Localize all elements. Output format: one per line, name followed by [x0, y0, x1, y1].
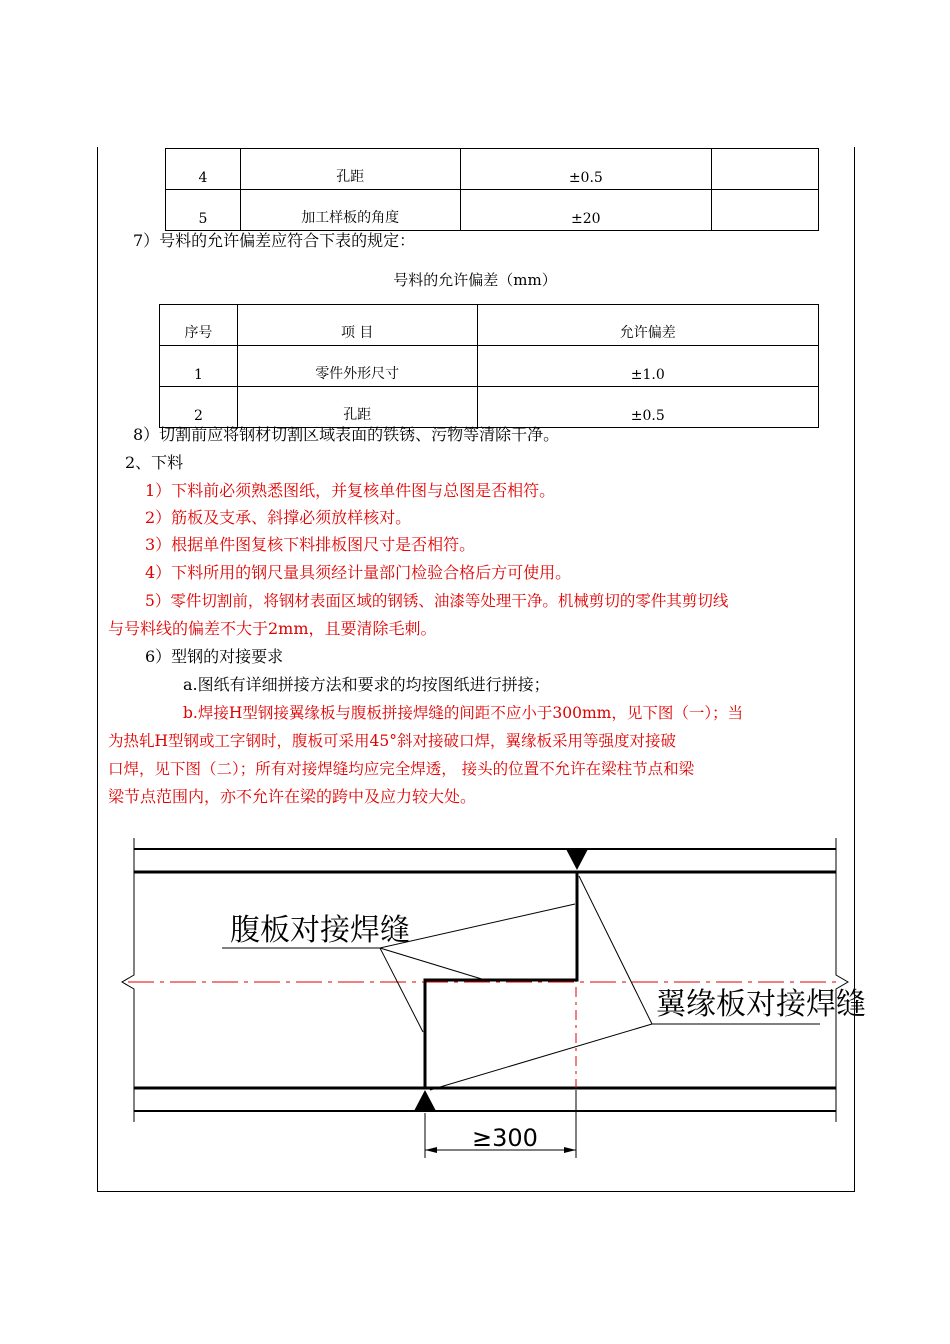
web-weld-label: 腹板对接焊缝 [230, 913, 410, 948]
dimension-arrow-left-icon [425, 1147, 437, 1153]
dimension-arrow-right-icon [564, 1147, 576, 1153]
row-item: 孔距 [237, 387, 477, 428]
row-tolerance: ±1.0 [477, 346, 819, 387]
red-item-5-line1: 5）零件切割前，将钢材表面区域的钢锈、油漆等处理干净。机械剪切的零件其剪切线 [145, 592, 729, 610]
red-item-6b-line4: 梁节点范围内，亦不允许在梁的跨中及应力较大处。 [108, 787, 477, 806]
right-break-line [836, 838, 848, 1122]
bottom-weld-symbol-icon [414, 1090, 436, 1111]
item-6: 6）型钢的对接要求 [145, 647, 284, 666]
flange-leader-1 [579, 876, 652, 1024]
item-7: 7）号料的允许偏差应符合下表的规定： [133, 231, 416, 250]
web-butt-weld-line [425, 872, 577, 1088]
red-item-2: 2）筋板及支承、斜撑必须放样核对。 [145, 508, 412, 527]
row-item: 孔距 [240, 149, 460, 190]
web-leader-3 [380, 948, 423, 1032]
flange-weld-label: 翼缘板对接焊缝 [656, 987, 866, 1022]
row-number: 2 [160, 387, 238, 428]
red-item-5-line2: 与号料线的偏差不大于2mm，且要清除毛刺。 [108, 619, 437, 638]
row-number: 5 [166, 190, 241, 231]
row-number: 1 [160, 346, 238, 387]
red-item-1: 1）下料前必须熟悉图纸，并复核单件图与总图是否相符。 [145, 481, 556, 500]
top-weld-symbol-icon [566, 849, 588, 870]
red-item-6b-line2: 为热轧H型钢或工字钢时，腹板可采用45°斜对接破口焊，翼缘板采用等强度对接破 [108, 732, 676, 750]
row-tolerance: ±0.5 [460, 149, 712, 190]
dimension-label: ≥300 [472, 1124, 538, 1152]
table-caption: 号料的允许偏差（mm） [393, 271, 557, 289]
flange-leader-2 [430, 1024, 652, 1090]
red-item-6b-line1: b.焊接H型钢接翼缘板与腹板拼接焊缝的间距不应小于300mm，见下图（一）；当 [183, 704, 744, 722]
web-leader-2 [380, 948, 485, 980]
red-item-3: 3）根据单件图复核下料排板图尺寸是否相符。 [145, 535, 476, 554]
item-8: 8）切割前应将钢材切割区域表面的铁锈、污物等清除干净。 [133, 425, 560, 444]
left-break-line [122, 838, 134, 1122]
section-heading: 2、下料 [125, 453, 184, 472]
row-tolerance: ±20 [460, 190, 712, 231]
row-item: 加工样板的角度 [240, 190, 460, 231]
red-item-4: 4）下料所用的钢尺量具须经计量部门检验合格后方可使用。 [145, 563, 572, 582]
red-item-6b-line3: 口焊，见下图（二）；所有对接焊缝均应完全焊透， 接头的位置不允许在梁柱节点和梁 [108, 760, 695, 778]
header-number: 序号 [160, 305, 238, 346]
header-item: 项 目 [237, 305, 477, 346]
header-tolerance: 允许偏差 [477, 305, 819, 346]
item-6a: a.图纸有详细拼接方法和要求的均按图纸进行拼接； [183, 675, 550, 694]
row-number: 4 [166, 149, 241, 190]
row-item: 零件外形尺寸 [237, 346, 477, 387]
row-tolerance: ±0.5 [477, 387, 819, 428]
